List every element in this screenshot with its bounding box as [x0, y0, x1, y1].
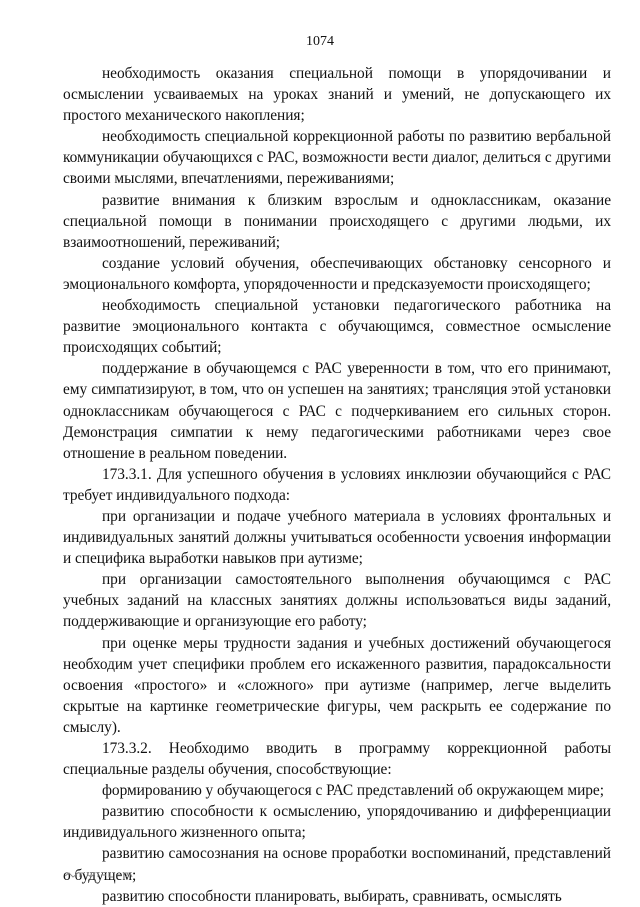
stamp-scribble-icon — [64, 870, 134, 880]
page-number: 1074 — [306, 34, 334, 49]
paragraph: развитию самосознания на основе проработки воспоминаний, представлений о будущем; — [63, 845, 611, 884]
paragraph: создание условий обучения, обеспечивающих обстановку сенсорного и эмоционального комфорта, упорядоченности и предсказуемости происходящего; — [63, 254, 611, 293]
paragraph: поддержание в обучающемся с РАС уверенности в том, что его принимают, ему симпатизируют, в том, что он успешен на занятиях; трансляция этой установки одноклассникам обучающегося с РАС с подчеркиванием его сильных сторон. Демонстрация симпатии к нему педагогическими работниками через свое отношение в реальном поведении. — [63, 360, 611, 462]
footer-stamp — [64, 870, 134, 883]
paragraph: необходимость специальной установки педагогического работника на развитие эмоционального контакта с обучающимся, совместное осмысление происходящих событий; — [63, 297, 611, 357]
paragraph: при организации и подаче учебного материала в условиях фронтальных и индивидуальных занятий должны учитываться особенности усвоения информации и специфика выработки навыков при аутизме; — [63, 507, 611, 568]
paragraph: 173.3.2. Необходимо вводить в программу коррекционной работы специальные разделы обучения, способствующие: — [63, 740, 611, 779]
paragraph: развитию способности планировать, выбирать, сравнивать, осмыслять — [102, 887, 562, 905]
paragraph: развитию способности к осмыслению, упорядочиванию и дифференциации индивидуального жизненного опыта; — [63, 803, 611, 842]
paragraph: необходимость специальной коррекционной работы по развитию вербальной коммуникации обучающихся с РАС, возможности вести диалог, делиться с другими своими мыслями, впечатлениями, переживаниями; — [63, 128, 611, 188]
paragraph: при оценке меры трудности задания и учебных достижений обучающегося необходим учет специфики проблем его искаженного развития, парадоксальности освоения «простого» и «сложного» при аутизме (например, легче выделить скрытые на картинке геометрические фигуры, чем раскрыть ее содержание по смыслу). — [63, 634, 611, 736]
paragraph: 173.3.1. Для успешного обучения в условиях инклюзии обучающийся с РАС требует индивидуального подхода: — [63, 465, 611, 504]
document-body — [63, 63, 611, 907]
paragraph: развитие внимания к близким взрослым и одноклассникам, оказание специальной помощи в понимании происходящего с другими людьми, их взаимоотношений, переживаний; — [63, 191, 611, 251]
paragraph: формированию у обучающегося с РАС представлений об окружающем мире; — [102, 782, 604, 800]
paragraph: при организации самостоятельного выполнения обучающимся с РАС учебных заданий на классных занятиях должны использоваться виды заданий, поддерживающие и организующие его работу; — [63, 571, 611, 631]
paragraph: необходимость оказания специальной помощи в упорядочивании и осмыслении усваиваемых на уроках знаний и умений, не допускающего их простого механического накопления; — [63, 65, 611, 125]
